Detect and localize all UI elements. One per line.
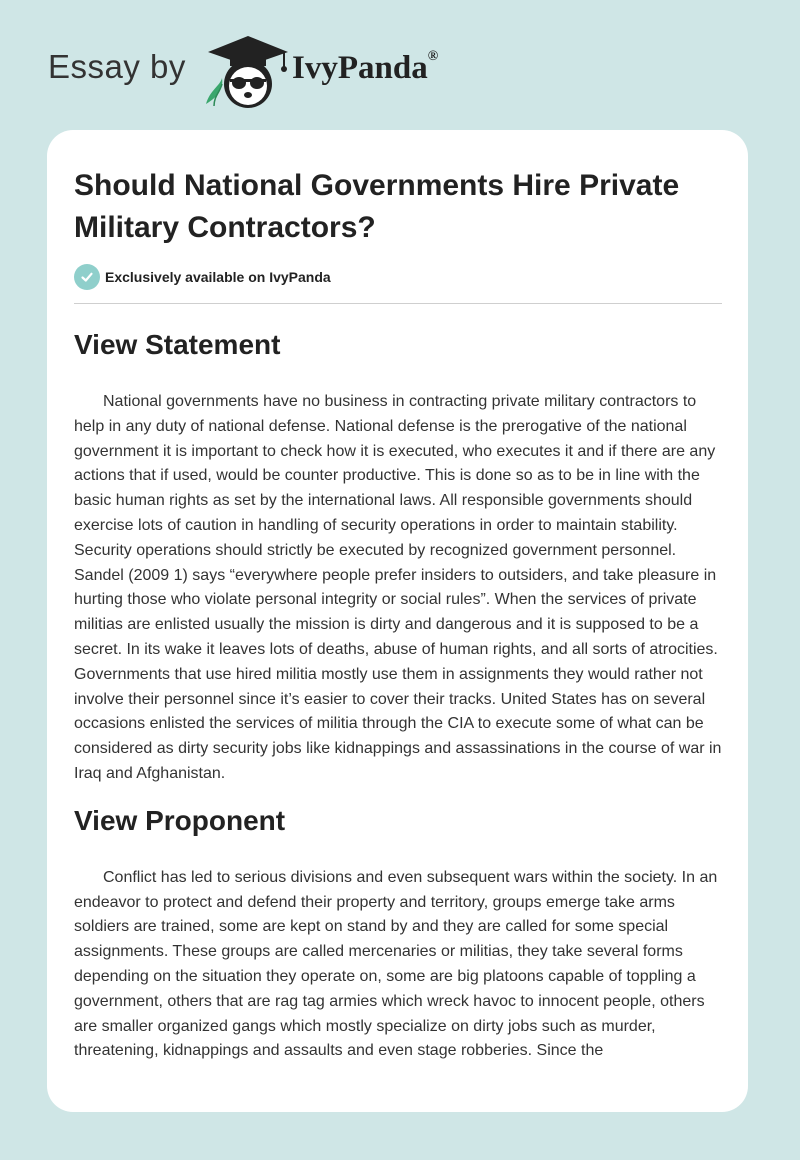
essay-by-label: Essay by	[48, 48, 186, 85]
exclusive-label: Exclusively available on IvyPanda	[105, 269, 331, 285]
site-header	[0, 0, 800, 130]
brand-name-text: IvyPanda	[292, 50, 428, 86]
registered-mark: ®	[427, 49, 439, 64]
exclusive-badge	[74, 264, 331, 290]
paragraph-view-statement: National governments have no business in contracting private military contractors to help in any duty of national defense. National defense is the prerogative of the national government it is important to check how it is executed, who executes it and if there are any actions that if used, would be counter productive. This is done so as to be in line with the basic human rights as set by the international laws. All responsible governments should exercise lots of caution in handling of security operations in order to maintain stability. Security operations should strictly be executed by recognized government personnel. Sandel (2009 1) says “everywhere people prefer insiders to outsiders, and take pleasure in hurting those who violate personal integrity or social rules”. When the services of private militias are enlisted usually the mission is dirty and dangerous and it is supposed to be a secret. In its wake it leaves lots of deaths, abuse of human rights, and all sorts of atrocities. Governments that use hired militia mostly use them in assignments they would rather not involve their personnel since it’s easier to cover their tracks. United States has on several occasions enlisted the services of militia through the CIA to execute some of what can be considered as dirty security jobs like kidnappings and assassinations in the course of war in Iraq and Afghanistan.	[74, 393, 722, 782]
section-heading-view-proponent: View Proponent	[74, 804, 286, 836]
check-icon	[74, 264, 100, 290]
panda-logo-icon[interactable]	[200, 34, 290, 110]
paragraph-view-proponent: Conflict has led to serious divisions and even subsequent wars within the society. In an endeavor to protect and defend their property and territory, groups emerge take arms soldiers are trained, some are kept on stand by and they are called for some special assignments. These groups are called mercenaries or militias, they take several forms depending on the situation they operate on, some are big platoons capable of toppling a government, others that are rag tag armies which wreck havoc to innocent people, others are smaller organized gangs which mostly specialize on dirty jobs such as murder, threatening, kidnappings and assaults and even stage robberies. Since the	[74, 868, 718, 1060]
essay-title: Should National Governments Hire Private Military Contractors?	[74, 169, 680, 244]
essay-card	[47, 130, 748, 1112]
brand-name[interactable]	[292, 50, 438, 87]
essay-body	[74, 320, 724, 1073]
section-heading-view-statement: View Statement	[74, 329, 281, 360]
divider	[74, 303, 722, 304]
